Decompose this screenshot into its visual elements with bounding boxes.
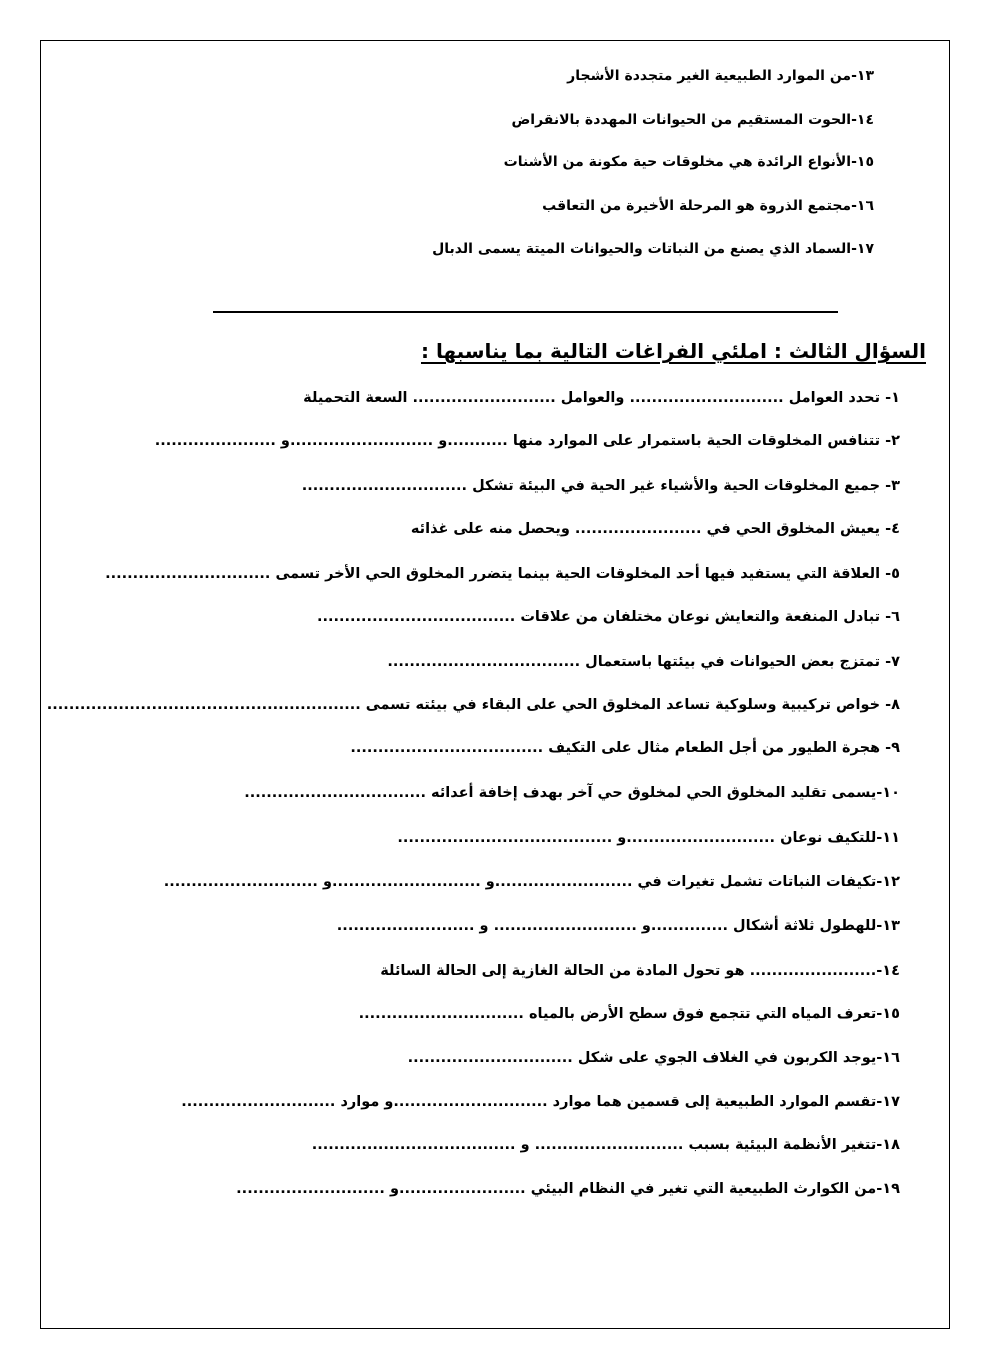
section-3-heading: السؤال الثالث : املئي الفراغات التالية بما يناسبها : — [420, 339, 926, 363]
fill-item-1: ١- تحدد العوامل ............................ والعوامل .......................... السعة التحميلة — [303, 390, 900, 406]
fill-item-17: ١٧-تقسم الموارد الطبيعية إلى قسمين هما موارد ............................و موارد ............................ — [181, 1094, 900, 1110]
statement-17: ١٧-السماد الذي يصنع من النباتات والحيوانات الميتة يسمى الدبال — [432, 241, 874, 257]
fill-item-19: ١٩-من الكوارث الطبيعية التي تغير في النظام البيئي .......................و ........................... — [236, 1181, 900, 1197]
fill-item-12: ١٢-تكيفات النباتات تشمل تغيرات في .........................و ...........................و ............................ — [163, 874, 900, 890]
statement-16: ١٦-مجتمع الذروة هو المرحلة الأخيرة من التعاقب — [542, 198, 874, 214]
fill-item-4: ٤- يعيش المخلوق الحي في ....................... ويحصل منه على غذائه — [410, 521, 900, 537]
statement-14: ١٤-الحوت المستقيم من الحيوانات المهددة بالانقراض — [511, 112, 874, 128]
fill-item-13: ١٣-للهطول ثلاثة أشكال ..............و .......................... و ......................... — [336, 918, 900, 934]
statement-15: ١٥-الأنواع الرائدة هي مخلوقات حية مكونة من الأشنات — [503, 154, 874, 170]
fill-item-6: ٦- تبادل المنفعة والتعايش نوعان مختلفان من علاقات .................................... — [316, 609, 900, 625]
fill-item-8: ٨- خواص تركيبية وسلوكية تساعد المخلوق الحي على البقاء في بيئته تسمى ......................................................... — [46, 697, 900, 713]
fill-item-15: ١٥-تعرف المياه التي تتجمع فوق سطح الأرض بالمياه .............................. — [358, 1006, 900, 1022]
fill-item-9: ٩- هجرة الطيور من أجل الطعام مثال على التكيف ................................... — [350, 740, 900, 756]
section-divider — [213, 311, 838, 313]
fill-item-16: ١٦-يوجد الكربون في الغلاف الجوي على شكل .............................. — [407, 1050, 900, 1066]
fill-item-5: ٥- العلاقة التي يستفيد فيها أحد المخلوقات الحية بينما يتضرر المخلوق الحي الأخر تسمى .............................. — [105, 566, 900, 582]
statement-13: ١٣-من الموارد الطبيعية الغير متجددة الأشجار — [567, 68, 874, 84]
fill-item-18: ١٨-تتغير الأنظمة البيئية بسبب ........................... و ..................................... — [311, 1137, 900, 1153]
fill-item-14: ١٤-....................... هو تحول المادة من الحالة الغازية إلى الحالة السائلة — [380, 963, 900, 979]
fill-item-10: ١٠-يسمى تقليد المخلوق الحي لمخلوق حي آخر بهدف إخافة أعدائه ................................. — [244, 785, 900, 801]
fill-item-7: ٧- تمتزج بعض الحيوانات في بيئتها باستعمال ................................... — [387, 654, 900, 670]
fill-item-11: ١١-للتكيف نوعان ...........................و ....................................... — [397, 830, 900, 846]
fill-item-3: ٣- جميع المخلوقات الحية والأشياء غير الحية في البيئة تشكل .............................. — [301, 478, 900, 494]
fill-item-2: ٢- تتنافس المخلوقات الحية باستمرار على الموارد منها ...........و ..........................و ...................... — [154, 433, 900, 449]
